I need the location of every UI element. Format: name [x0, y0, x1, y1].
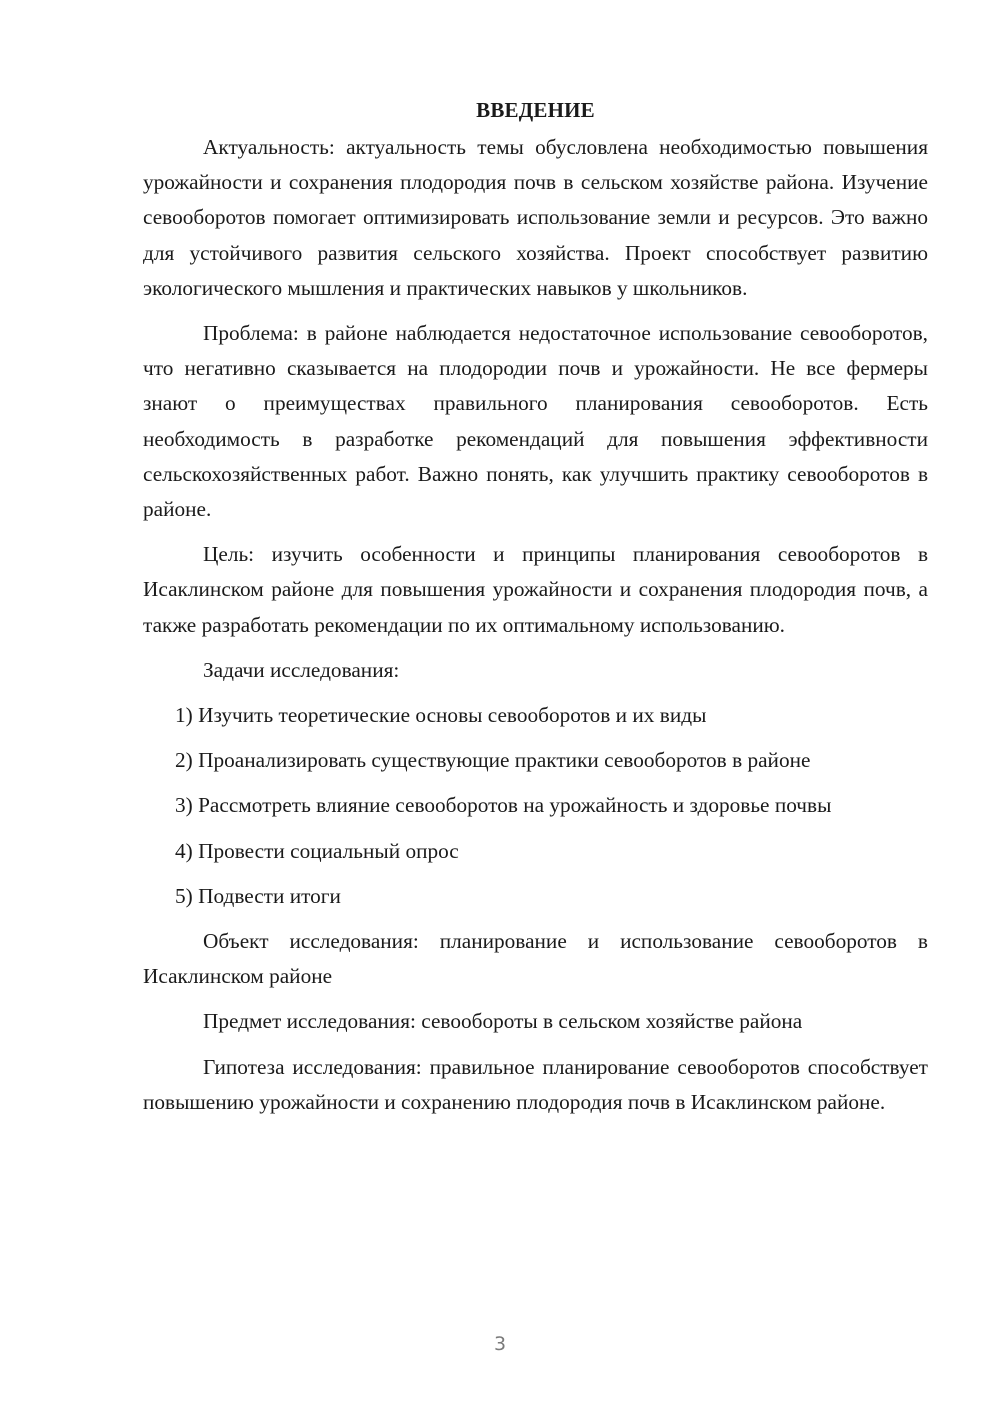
task-item: 1) Изучить теоретические основы севооборотов и их виды — [175, 703, 707, 728]
goal-paragraph: Цель: изучить особенности и принципы планирования севооборотов в Исаклинском районе для повышения урожайности и сохранения плодородия почв, а также разработать рекомендации по их оптимальному использованию. — [143, 542, 928, 637]
page-number: 3 — [493, 1333, 507, 1355]
task-item: 5) Подвести итоги — [175, 883, 341, 908]
section-title: ВВЕДЕНИЕ — [476, 98, 595, 122]
document-page — [143, 92, 928, 1130]
task-item: 4) Провести социальный опрос — [175, 838, 459, 863]
research-hypothesis-paragraph: Гипотеза исследования: правильное планирование севооборотов способствует повышению урожайности и сохранению плодородия почв в Исаклинском районе. — [143, 1054, 928, 1114]
task-item: 3) Рассмотреть влияние севооборотов на урожайность и здоровье почвы — [175, 793, 832, 818]
research-object-paragraph: Объект исследования: планирование и использование севооборотов в Исаклинском районе — [143, 929, 928, 989]
relevance-paragraph: Актуальность: актуальность темы обусловлена необходимостью повышения урожайности и сохранения плодородия почв в сельском хозяйстве района. Изучение севооборотов помогает оптимизировать использование земли и ресурсов. Это важно для устойчивого развития сельского хозяйства. Проект способствует развитию экологического мышления и практических навыков у школьников. — [143, 135, 928, 300]
research-subject-paragraph: Предмет исследования: севообороты в сельском хозяйстве района — [203, 1009, 803, 1034]
problem-paragraph: Проблема: в районе наблюдается недостаточное использование севооборотов, что негативно сказывается на плодородии почв и урожайности. Не все фермеры знают о преимуществах правильного планирования севооборотов. Есть необходимость в разработке рекомендаций для повышения эффективности сельскохозяйственных работ. Важно понять, как улучшить практику севооборотов в районе. — [143, 321, 928, 522]
task-item: 2) Проанализировать существующие практики севооборотов в районе — [175, 748, 811, 773]
tasks-heading: Задачи исследования: — [203, 657, 400, 682]
tasks-list — [143, 698, 928, 914]
